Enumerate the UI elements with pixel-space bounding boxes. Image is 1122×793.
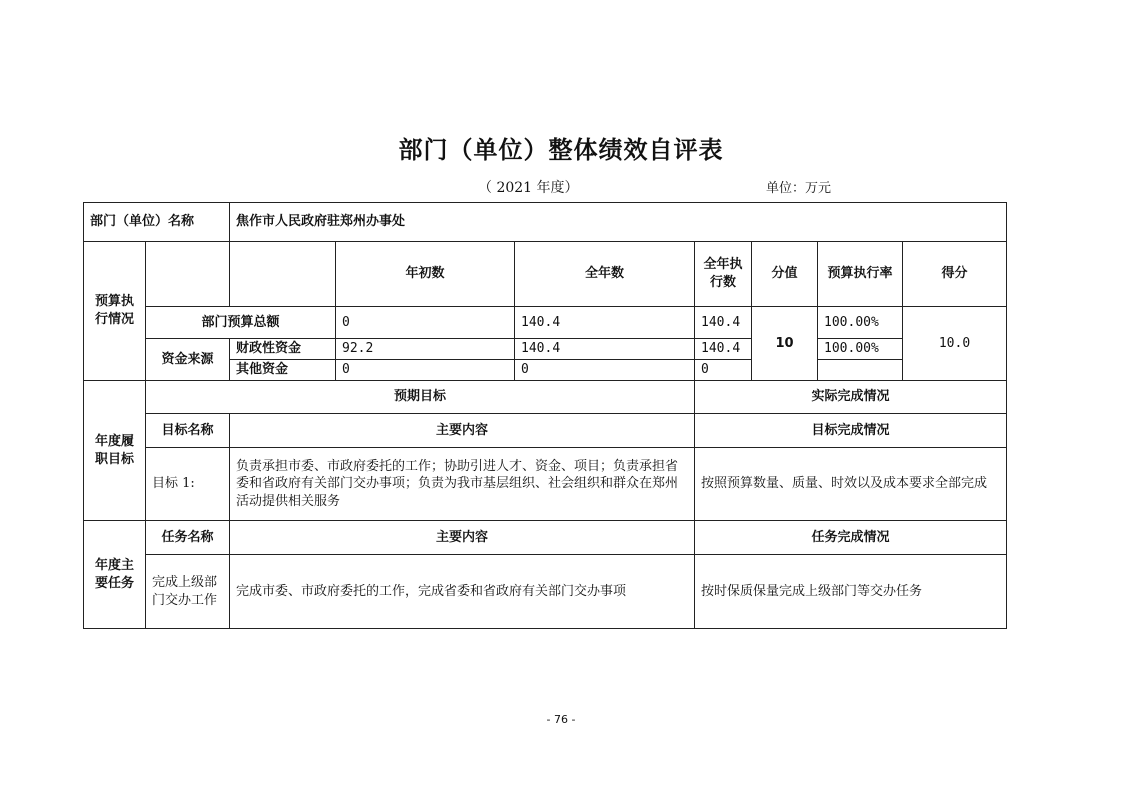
- total-budget-label: 部门预算总额: [146, 307, 336, 339]
- unit-label: 单位：万元: [766, 181, 832, 196]
- blank-cell: [146, 242, 230, 307]
- other-executed: 0: [695, 360, 752, 381]
- total-executed: 140.4: [695, 307, 752, 339]
- goal-content-header: 主要内容: [230, 414, 695, 448]
- fiscal-rate: 100.00%: [818, 339, 903, 360]
- header-execution-rate: 预算执行率: [818, 242, 903, 307]
- fund-source-label: 资金来源: [146, 339, 230, 381]
- dept-label: 部门（单位）名称: [84, 203, 230, 242]
- total-initial: 0: [336, 307, 515, 339]
- score: 10.0: [903, 307, 1007, 381]
- expected-goals-label: 预期目标: [146, 381, 695, 414]
- report-year: （ 2021 年度）: [478, 180, 579, 196]
- task-content-header: 主要内容: [230, 521, 695, 555]
- header-initial: 年初数: [336, 242, 515, 307]
- actual-completion-label: 实际完成情况: [695, 381, 1007, 414]
- fiscal-initial: 92.2: [336, 339, 515, 360]
- goals-section-label: 年度履职目标: [84, 381, 146, 521]
- total-annual: 140.4: [515, 307, 695, 339]
- performance-table: [83, 202, 1007, 629]
- header-score-value: 分值: [752, 242, 818, 307]
- budget-section-label: 预算执行情况: [84, 242, 146, 381]
- other-initial: 0: [336, 360, 515, 381]
- fiscal-fund-label: 财政性资金: [230, 339, 336, 360]
- goal-name: 目标 1:: [146, 448, 230, 521]
- task-completion: 按时保质保量完成上级部门等交办任务: [695, 555, 1007, 629]
- page-title: 部门（单位）整体绩效自评表: [398, 136, 724, 164]
- goal-completion-header: 目标完成情况: [695, 414, 1007, 448]
- header-score: 得分: [903, 242, 1007, 307]
- other-rate: [818, 360, 903, 381]
- total-rate: 100.00%: [818, 307, 903, 339]
- task-name-header: 任务名称: [146, 521, 230, 555]
- other-annual: 0: [515, 360, 695, 381]
- task-completion-header: 任务完成情况: [695, 521, 1007, 555]
- goal-name-header: 目标名称: [146, 414, 230, 448]
- task-content: 完成市委、市政府委托的工作，完成省委和省政府有关部门交办事项: [230, 555, 695, 629]
- task-name: 完成上级部门交办工作: [146, 555, 230, 629]
- header-annual: 全年数: [515, 242, 695, 307]
- goal-content: 负责承担市委、市政府委托的工作；协助引进人才、资金、项目；负责承担省委和省政府有关部门交办事项；负责为我市基层组织、社会组织和群众在郑州活动提供相关服务: [230, 448, 695, 521]
- score-value: 10: [752, 307, 818, 381]
- fiscal-executed: 140.4: [695, 339, 752, 360]
- header-executed: 全年执行数: [695, 242, 752, 307]
- tasks-section-label: 年度主要任务: [84, 521, 146, 629]
- goal-completion: 按照预算数量、质量、时效以及成本要求全部完成: [695, 448, 1007, 521]
- blank-cell: [230, 242, 336, 307]
- dept-name: 焦作市人民政府驻郑州办事处: [230, 203, 1007, 242]
- page-number: - 76 -: [546, 713, 576, 726]
- fiscal-annual: 140.4: [515, 339, 695, 360]
- other-fund-label: 其他资金: [230, 360, 336, 381]
